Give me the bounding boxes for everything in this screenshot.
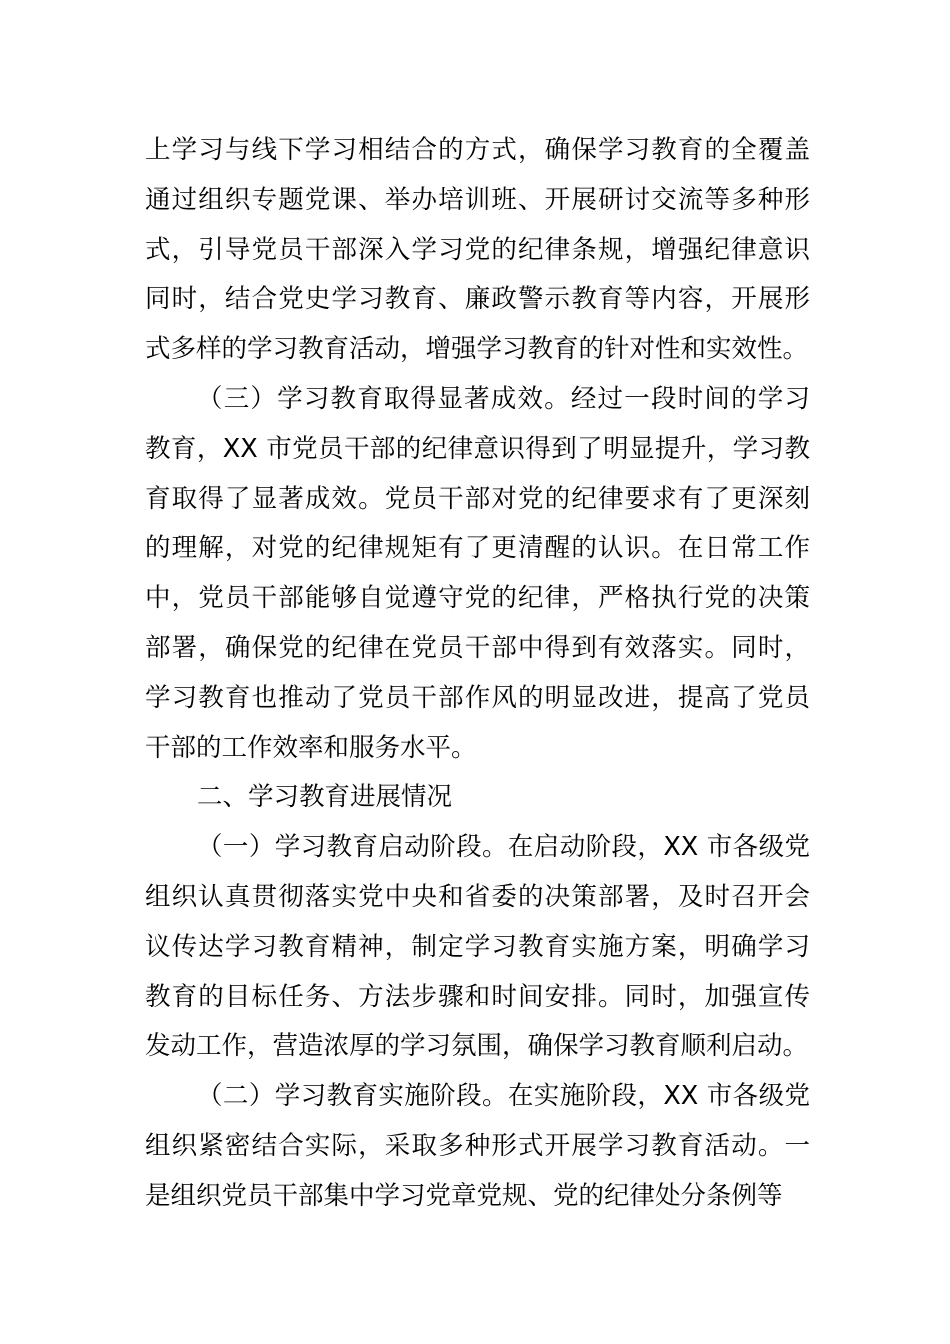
paragraph-line: 教育，XX 市党员干部的纪律意识得到了明显提升，学习教 — [145, 433, 810, 464]
paragraph-line: 组织认真贯彻落实党中央和省委的决策部署，及时召开会 — [145, 881, 810, 912]
paragraph-line: 议传达学习教育精神，制定学习教育实施方案，明确学习 — [145, 931, 810, 962]
paragraph-line: 同时，结合党史学习教育、廉政警示教育等内容，开展形 — [145, 284, 810, 315]
paragraph-line: 育取得了显著成效。党员干部对党的纪律要求有了更深刻 — [145, 483, 810, 514]
paragraph-line: 发动工作，营造浓厚的学习氛围，确保学习教育顺利启动。 — [145, 1031, 809, 1062]
paragraph-line: 通过组织专题党课、举办培训班、开展研讨交流等多种形 — [145, 184, 810, 215]
document-body — [145, 126, 810, 1222]
paragraph-line: （一）学习教育启动阶段。在启动阶段，XX 市各级党 — [197, 832, 810, 863]
paragraph-line: （二）学习教育实施阶段。在实施阶段，XX 市各级党 — [197, 1081, 810, 1112]
paragraph-line: 教育的目标任务、方法步骤和时间安排。同时，加强宣传 — [145, 981, 810, 1012]
paragraph-line: 中，党员干部能够自觉遵守党的纪律，严格执行党的决策 — [145, 583, 810, 614]
paragraph-line: 式，引导党员干部深入学习党的纪律条规，增强纪律意识 — [145, 234, 810, 265]
paragraph-line: 二、学习教育进展情况 — [197, 782, 453, 813]
paragraph-line: 部署，确保党的纪律在党员干部中得到有效落实。同时， — [145, 632, 810, 663]
paragraph-line: 式多样的学习教育活动，增强学习教育的针对性和实效性。 — [145, 334, 809, 365]
paragraph-line: 组织紧密结合实际，采取多种形式开展学习教育活动。一 — [145, 1130, 810, 1161]
paragraph-line: 干部的工作效率和服务水平。 — [145, 732, 477, 763]
paragraph-line: （三）学习教育取得显著成效。经过一段时间的学习 — [197, 383, 810, 414]
paragraph-line: 是组织党员干部集中学习党章党规、党的纪律处分条例等 — [145, 1180, 783, 1211]
paragraph-line: 上学习与线下学习相结合的方式，确保学习教育的全覆盖 — [145, 135, 810, 165]
paragraph-line: 的理解，对党的纪律规矩有了更清醒的认识。在日常工作 — [145, 533, 810, 564]
paragraph-line: 学习教育也推动了党员干部作风的明显改进，提高了党员 — [145, 682, 810, 713]
